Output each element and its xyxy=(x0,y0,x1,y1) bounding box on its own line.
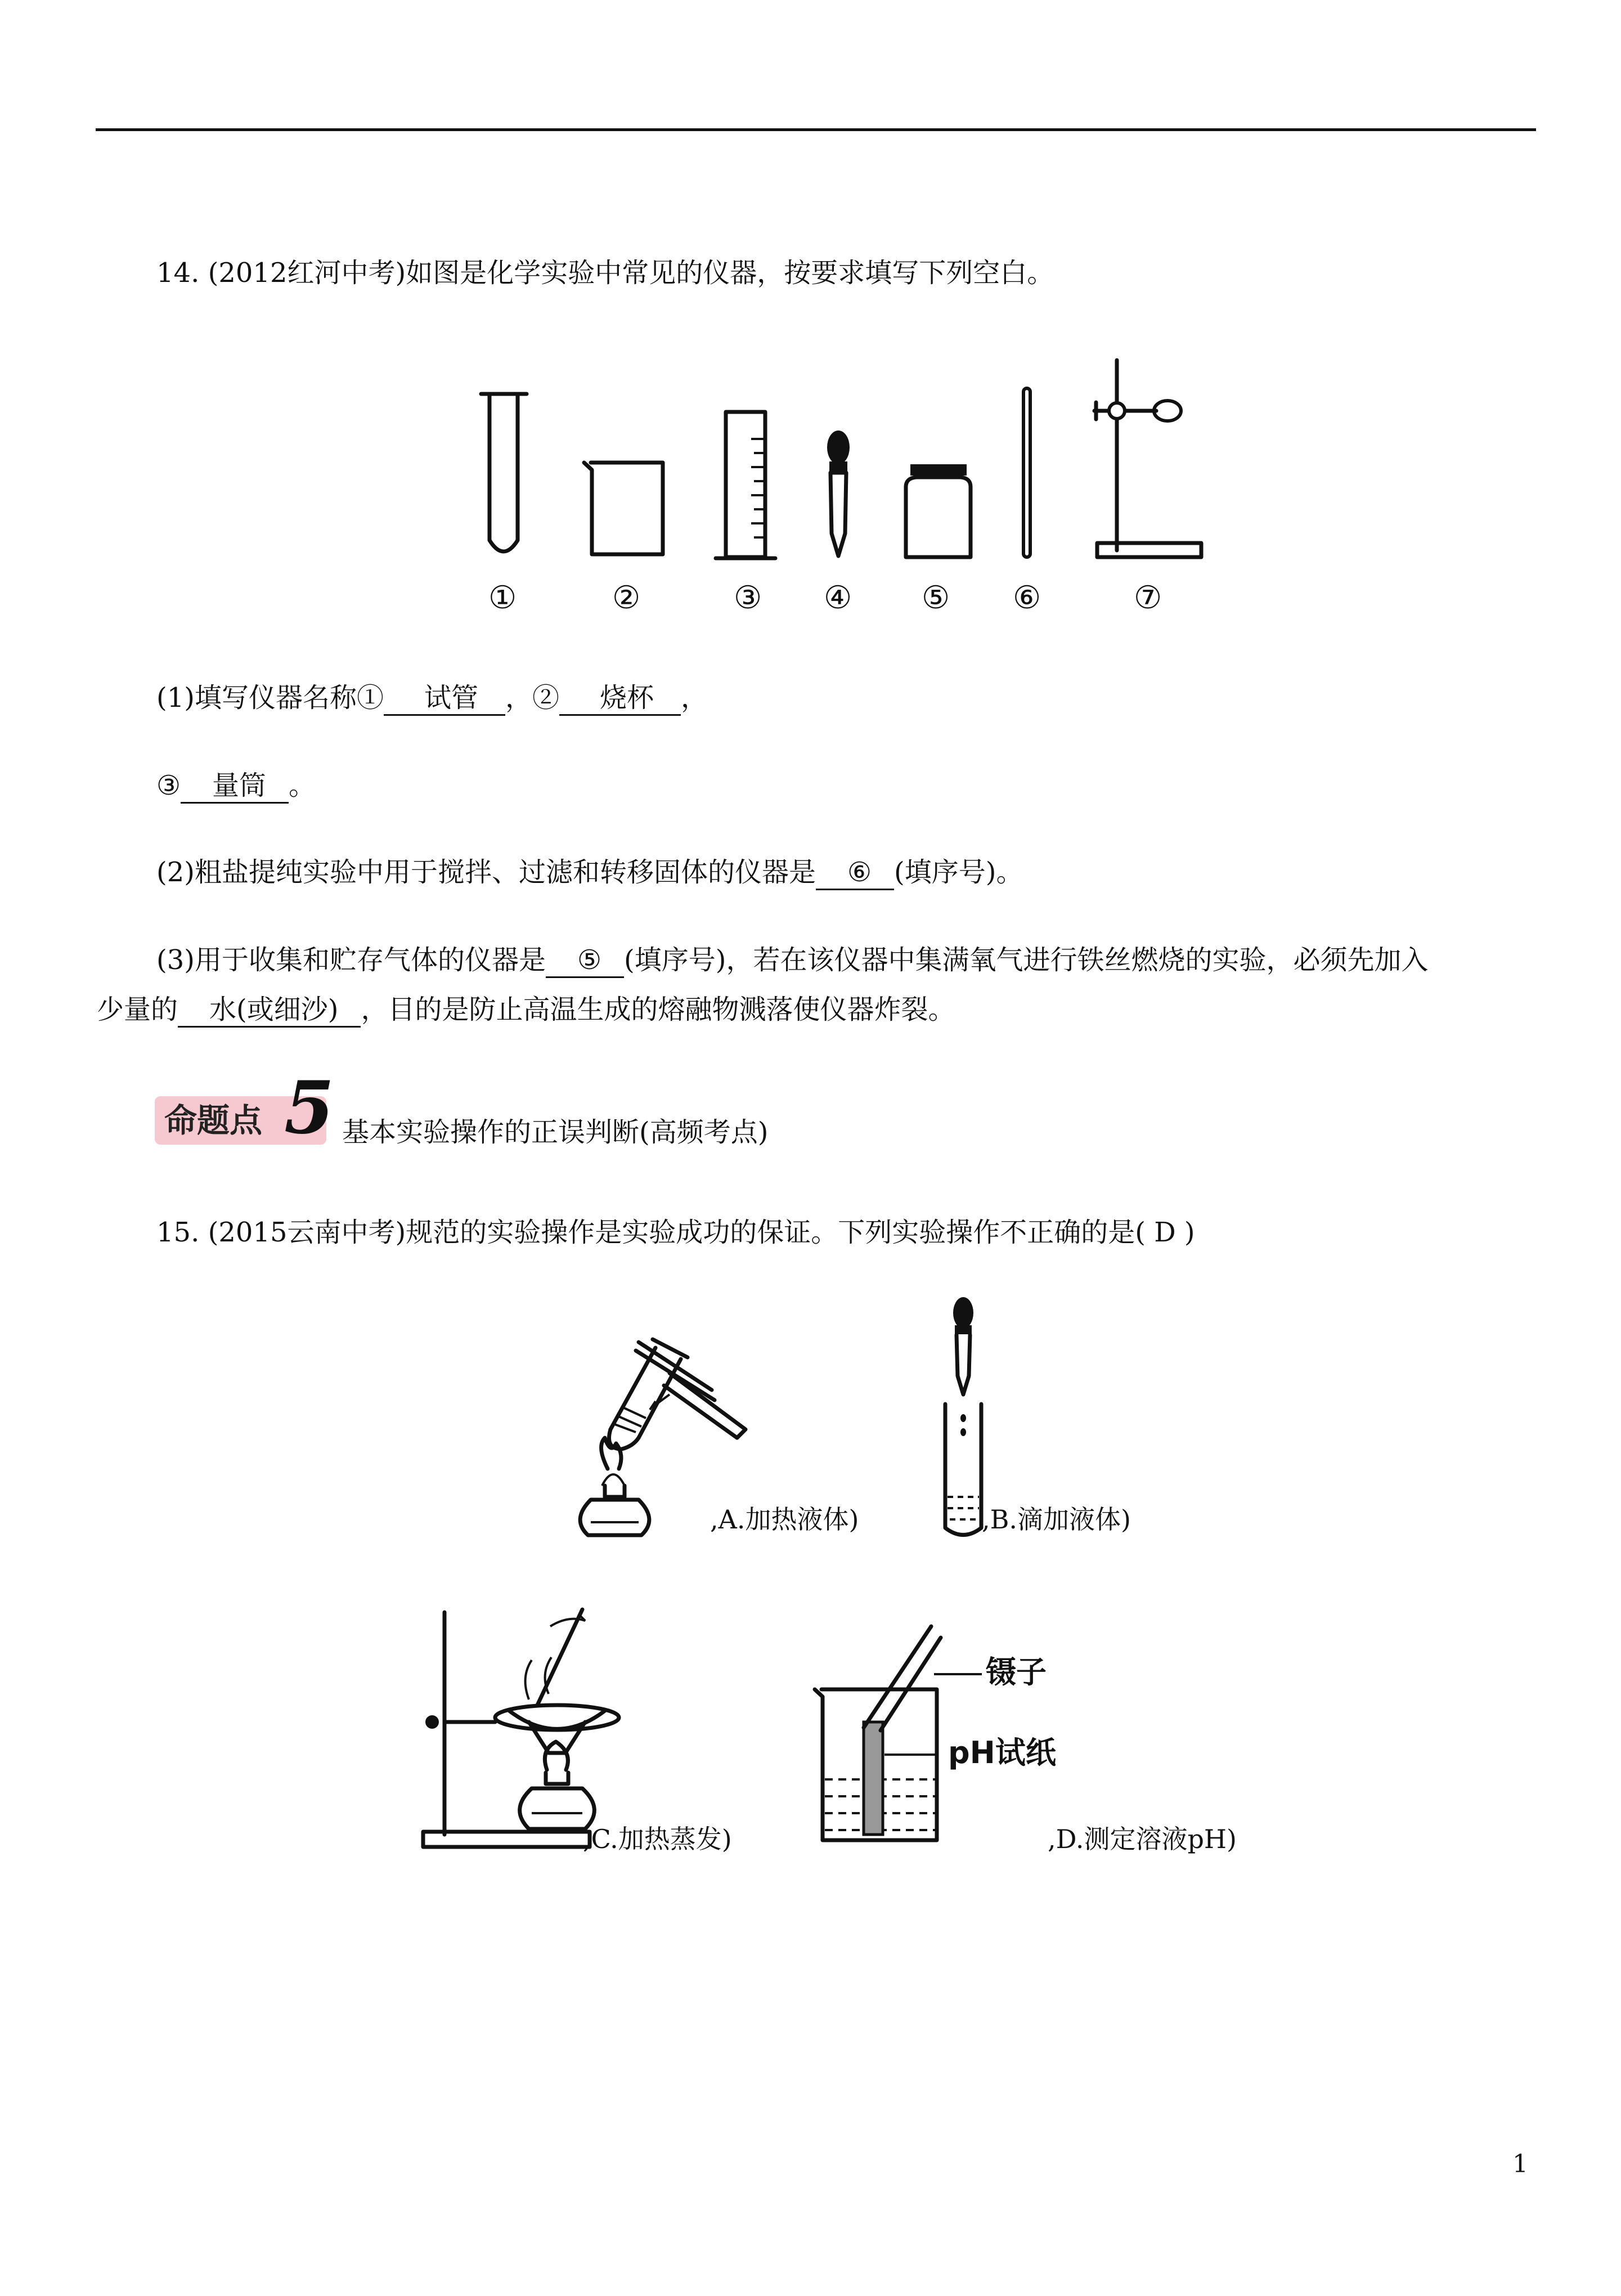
section-badge-number: 5 xyxy=(284,1066,335,1150)
section-badge-text: 命题点 xyxy=(164,1101,263,1140)
caption-d: ,D.测定溶液pH) xyxy=(1048,1824,1237,1854)
q14-part3-prefix: (3)用于收集和贮存气体的仪器是 xyxy=(156,944,546,976)
q14-part2-prefix: (2)粗盐提纯实验中用于搅拌、过滤和转移固体的仪器是 xyxy=(156,856,816,888)
instrument-label-7: ⑦ xyxy=(1134,580,1162,616)
caption-a: ,A.加热液体) xyxy=(710,1504,859,1535)
section-title: 基本实验操作的正误判断(高频考点) xyxy=(342,1116,769,1148)
instrument-label-6: ⑥ xyxy=(1013,580,1041,616)
answer-4: ⑥ xyxy=(816,856,894,890)
q14-title: 14. (2012红河中考)如图是化学实验中常见的仪器，按要求填写下列空白。 xyxy=(156,257,1054,289)
instrument-label-5: ⑤ xyxy=(922,580,950,616)
answer-2: 烧杯 xyxy=(559,681,681,716)
instrument-label-3: ③ xyxy=(734,580,762,616)
q14-part1b-prefix: ③ xyxy=(156,770,181,801)
q14-part1b-end: 。 xyxy=(289,770,316,801)
caption-b: ,B.滴加液体) xyxy=(982,1504,1131,1535)
caption-c: ,C.加热蒸发) xyxy=(583,1824,732,1854)
answer-3: 量筒 xyxy=(181,769,289,804)
q14-part1-end: ， xyxy=(681,682,708,714)
instrument-label-4: ④ xyxy=(824,580,852,616)
q14-part3b-prefix: 少量的 xyxy=(97,994,178,1025)
label-tweezers: 镊子 xyxy=(986,1654,1047,1690)
page-number: 1 xyxy=(1512,2150,1528,2178)
instrument-label-1: ① xyxy=(488,580,517,616)
q15-title: 15. (2015云南中考)规范的实验操作是实验成功的保证。下列实验操作不正确的是( D ) xyxy=(156,1217,1195,1248)
q14-part1-mid: ，② xyxy=(505,682,560,714)
label-ph-paper: pH试纸 xyxy=(948,1735,1056,1770)
answer-1: 试管 xyxy=(384,681,505,716)
answer-5: ⑤ xyxy=(546,944,624,978)
q14-part3-end: (填序号)，若在该仪器中集满氧气进行铁丝燃烧的实验，必须先加入 xyxy=(624,944,1429,976)
answer-6: 水(或细沙) xyxy=(178,993,361,1028)
q14-part1-prefix: (1)填写仪器名称① xyxy=(156,682,384,714)
q14-part2-end: (填序号)。 xyxy=(894,856,1023,888)
instrument-label-2: ② xyxy=(612,580,641,616)
q14-part3b-end: ，目的是防止高温生成的熔融物溅落使仪器炸裂。 xyxy=(361,994,955,1025)
